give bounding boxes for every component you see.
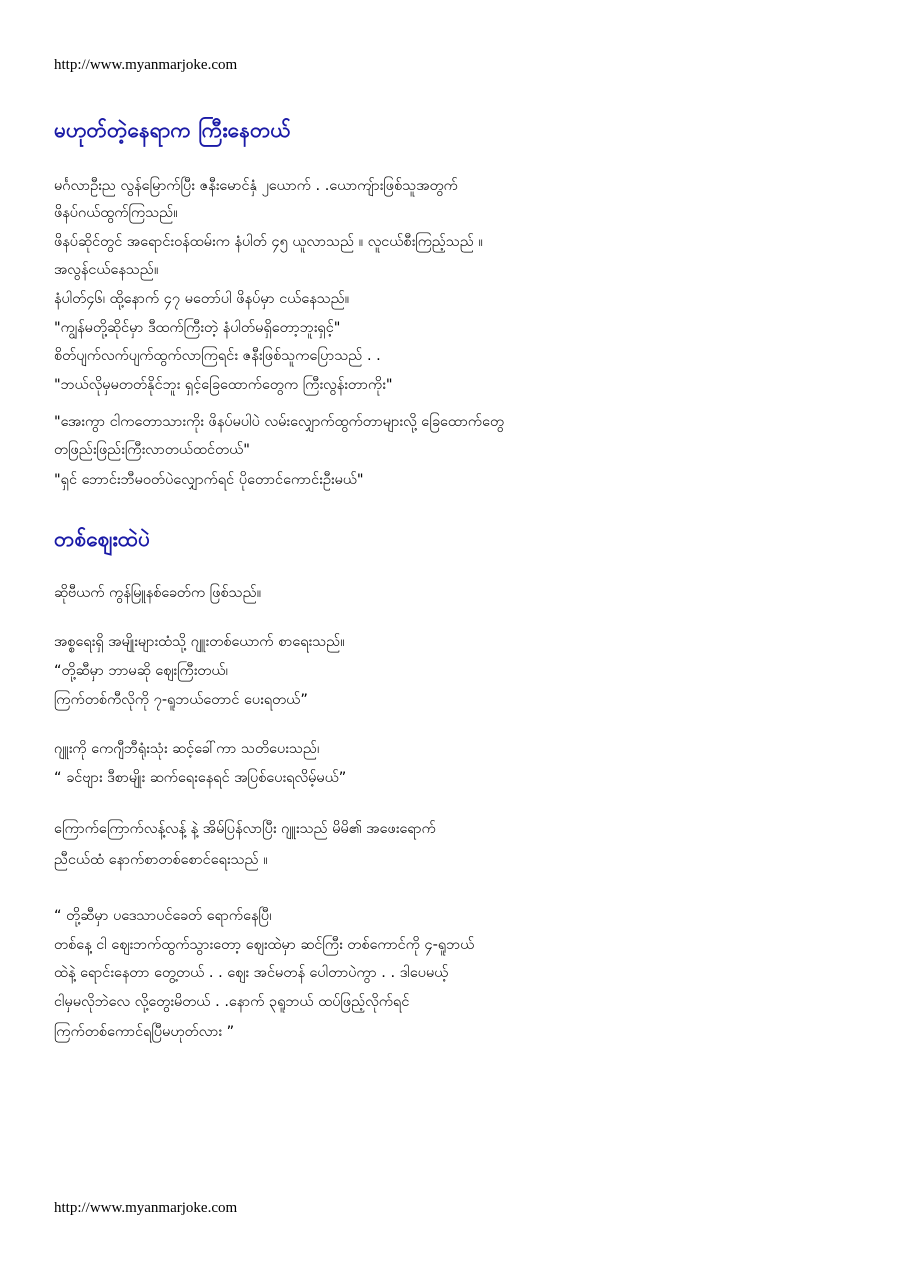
story-1-line: စိတ်ပျက်လက်ပျက်ထွက်လာကြရင်း ဇနီးဖြစ်သူကပြောသည် . . (54, 348, 381, 364)
story-2-line: ငါမှမလိုဘဲလေ လို့တွေးမိတယ် . .နောက် ၃ရူဘယ် ထပ်ဖြည့်လိုက်ရင် (54, 994, 410, 1010)
story-1-line: "အေးကွာ ငါကတောသားကိုး ဖိနပ်မပါပဲ လမ်းလျှောက်ထွက်တာများလို့ ခြေထောက်တွေ (54, 414, 505, 430)
story-1-line: အလွန်ငယ်နေသည်။ (54, 262, 159, 278)
story-2-line: ကြက်တစ်ကီလိုကို ၇-ရူဘယ်တောင် ပေးရတယ်” (54, 692, 308, 708)
story-2-line: ညီငယ်ထံ နောက်စာတစ်စောင်ရေးသည် ။ (54, 852, 268, 868)
story-1-line: "ဘယ်လိုမှမတတ်နိုင်ဘူး ရှင့်ခြေထောက်တွေက ကြီးလွန်းတာကိုး" (54, 377, 393, 393)
story-1-line: တဖြည်းဖြည်းကြီးလာတယ်ထင်တယ်" (54, 442, 250, 458)
story-2-line: ဆိုဗီယက် ကွန်မြူနစ်ခေတ်က ဖြစ်သည်။ (54, 585, 262, 601)
story-1-line: နံပါတ်၄၆၊ ထို့နောက် ၄၇ မတော်ပါ ဖိနပ်မှာ ငယ်နေသည်။ (54, 291, 350, 307)
story-2-line: “ ခင်ဗျား ဒီစာမျိုး ဆက်ရေးနေရင် အပြစ်ပေးရလိမ့်မယ်” (54, 770, 347, 786)
story-2-line: ထဲနဲ့ ရောင်းနေတာ တွေ့တယ် . . ဈေး အင်မတန် ပေါတာပဲကွာ . . ဒါပေမယ့် (54, 965, 449, 981)
story-1-line: ဖိနပ်ဂယ်ထွက်ကြသည်။ (54, 205, 178, 221)
story-2-line: အစ္စရေးရှိ အမျိုးများထံသို့ ဂျူးတစ်ယောက် စာရေးသည်။ (54, 634, 345, 650)
story-1-line: မင်္ဂလာဦးည လွန်မြောက်ပြီး ဇနီးမောင်နှံ ၂ယောက် . .ယောကျ်ားဖြစ်သူအတွက် (54, 178, 458, 194)
story-2-line: “ တို့ဆီမှာ ပဒေသာပင်ခေတ် ရောက်နေပြီ၊ (54, 908, 272, 924)
story-2-line: ကြက်တစ်ကောင်ရပြီမဟုတ်လား ” (54, 1024, 235, 1040)
story-1-line: "ရှင် ဘောင်းဘီမဝတ်ပဲလျှောက်ရင် ပိုတောင်ကောင်းဦးမယ်" (54, 472, 364, 488)
story-2-line: တစ်နေ့ ငါ ဈေးဘက်ထွက်သွားတော့ ဈေးထဲမှာ ဆင်ကြီး တစ်ကောင်ကို ၄-ရူဘယ် (54, 937, 475, 953)
story-1-line: "ကျွန်မတို့ဆိုင်မှာ ဒီထက်ကြီးတဲ့ နံပါတ်မရှိတော့ဘူးရှင့်" (54, 320, 341, 336)
footer-url: http://www.myanmarjoke.com (54, 1200, 238, 1216)
story-2-line: “တို့ဆီမှာ ဘာမဆို ဈေးကြီးတယ်၊ (54, 663, 228, 679)
story-1-line: ဖိနပ်ဆိုင်တွင် အရောင်းဝန်ထမ်းက နံပါတ် ၄၅ ယူလာသည် ။ လူငယ်စီးကြည့်သည် ။ (54, 234, 483, 250)
header-url: http://www.myanmarjoke.com (54, 57, 238, 73)
story-2-line: ဂျူးကို ကေဂျီဘီရုံးသုံး ဆင့်ခေါ်ကာ သတိပေးသည်၊ (54, 741, 320, 757)
story-2-line: ကြောက်ကြောက်လန့်လန့် နဲ့ အိမ်ပြန်လာပြီး ဂျူးသည် မိမိ၏ အဖေးရောက် (54, 821, 436, 837)
story-title-2: တစ်ဈေးထဲပဲ (54, 527, 151, 551)
story-title-1: မဟုတ်တဲ့နေရာက ကြီးနေတယ် (54, 118, 291, 142)
